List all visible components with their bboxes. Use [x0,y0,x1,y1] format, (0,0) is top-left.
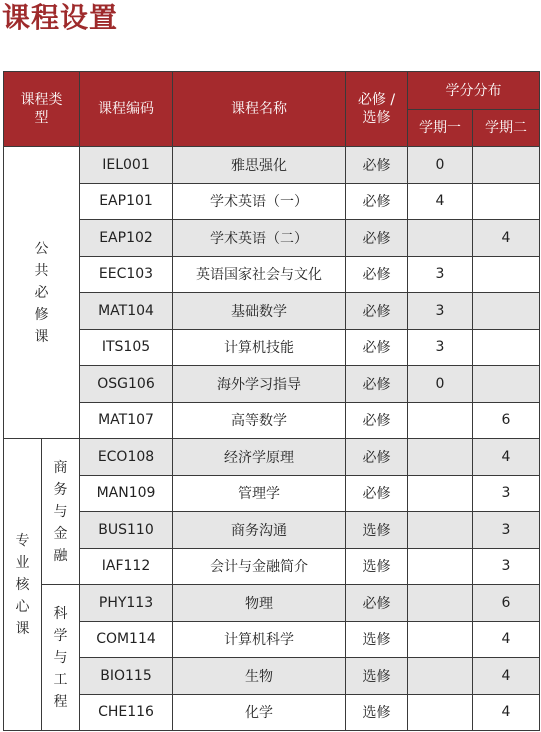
group-science-engineering: 科 学 与 工 程 [42,585,80,731]
course-name: 商务沟通 [173,512,346,549]
term1-credits: 0 [408,366,473,403]
course-requirement: 必修 [346,329,408,366]
table-row [4,366,540,403]
course-name: 英语国家社会与文化 [173,256,346,293]
header-course-name: 课程名称 [173,72,346,147]
term2-credits: 4 [473,694,540,731]
course-code: COM114 [80,621,173,658]
term2-credits: 3 [473,512,540,549]
course-name: 海外学习指导 [173,366,346,403]
course-name: 计算机技能 [173,329,346,366]
course-requirement: 选修 [346,621,408,658]
header-required-elective: 必修 / 选修 [346,72,408,147]
course-code: CHE116 [80,694,173,731]
term2-credits [473,293,540,330]
course-requirement: 选修 [346,694,408,731]
table-row [4,147,540,184]
course-code: EAP101 [80,183,173,220]
course-name: 学术英语（一） [173,183,346,220]
term1-credits: 3 [408,293,473,330]
group-public-required: 公 共 必 修 课 [4,147,80,439]
table-row [4,475,540,512]
table-row [4,293,540,330]
term1-credits [408,439,473,476]
term2-credits: 4 [473,621,540,658]
course-name: 生物 [173,658,346,695]
course-code: BUS110 [80,512,173,549]
course-requirement: 必修 [346,147,408,184]
course-requirement: 必修 [346,439,408,476]
term1-credits: 3 [408,329,473,366]
table-row [4,658,540,695]
group-major-core: 专 业 核 心 课 [4,439,42,731]
table-row [4,439,540,476]
table-row [4,256,540,293]
term1-credits [408,548,473,585]
header-course-type: 课程类型 [4,72,80,147]
course-name: 雅思强化 [173,147,346,184]
term1-credits [408,512,473,549]
term1-credits [408,658,473,695]
term2-credits: 4 [473,439,540,476]
course-table [3,71,540,731]
course-code: MAT104 [80,293,173,330]
table-row [4,183,540,220]
course-requirement: 必修 [346,475,408,512]
term1-credits [408,621,473,658]
course-name: 管理学 [173,475,346,512]
table-row [4,402,540,439]
course-code: IEL001 [80,147,173,184]
course-requirement: 选修 [346,658,408,695]
term1-credits [408,585,473,622]
header-term-1: 学期一 [408,110,473,147]
course-code: MAN109 [80,475,173,512]
course-code: ECO108 [80,439,173,476]
course-code: EAP102 [80,220,173,257]
group-business-finance: 商 务 与 金 融 [42,439,80,585]
course-name: 高等数学 [173,402,346,439]
term2-credits: 6 [473,402,540,439]
course-code: EEC103 [80,256,173,293]
course-name: 计算机科学 [173,621,346,658]
term1-credits [408,475,473,512]
course-code: PHY113 [80,585,173,622]
term2-credits [473,366,540,403]
course-requirement: 必修 [346,183,408,220]
table-row [4,585,540,622]
course-requirement: 选修 [346,548,408,585]
course-code: BIO115 [80,658,173,695]
header-credit-distribution: 学分分布 [408,72,540,110]
term2-credits [473,147,540,184]
term2-credits [473,256,540,293]
course-code: ITS105 [80,329,173,366]
course-name: 物理 [173,585,346,622]
course-name: 学术英语（二） [173,220,346,257]
course-name: 基础数学 [173,293,346,330]
term1-credits: 3 [408,256,473,293]
course-name: 经济学原理 [173,439,346,476]
term1-credits [408,220,473,257]
table-row [4,329,540,366]
table-row [4,512,540,549]
table-row [4,548,540,585]
term2-credits [473,183,540,220]
table-row [4,220,540,257]
term2-credits: 4 [473,658,540,695]
term1-credits: 0 [408,147,473,184]
course-requirement: 必修 [346,256,408,293]
term2-credits: 6 [473,585,540,622]
course-name: 会计与金融简介 [173,548,346,585]
term2-credits: 3 [473,475,540,512]
course-requirement: 必修 [346,220,408,257]
course-code: OSG106 [80,366,173,403]
table-row [4,621,540,658]
course-code: IAF112 [80,548,173,585]
term2-credits: 3 [473,548,540,585]
course-name: 化学 [173,694,346,731]
course-requirement: 必修 [346,366,408,403]
header-course-code: 课程编码 [80,72,173,147]
course-requirement: 必修 [346,402,408,439]
header-term-2: 学期二 [473,110,540,147]
course-code: MAT107 [80,402,173,439]
term2-credits [473,329,540,366]
term2-credits: 4 [473,220,540,257]
course-requirement: 选修 [346,512,408,549]
page-title: 课程设置 [2,1,119,34]
table-row [4,694,540,731]
course-requirement: 必修 [346,293,408,330]
course-rows [4,147,540,731]
term1-credits: 4 [408,183,473,220]
term1-credits [408,402,473,439]
course-requirement: 必修 [346,585,408,622]
term1-credits [408,694,473,731]
